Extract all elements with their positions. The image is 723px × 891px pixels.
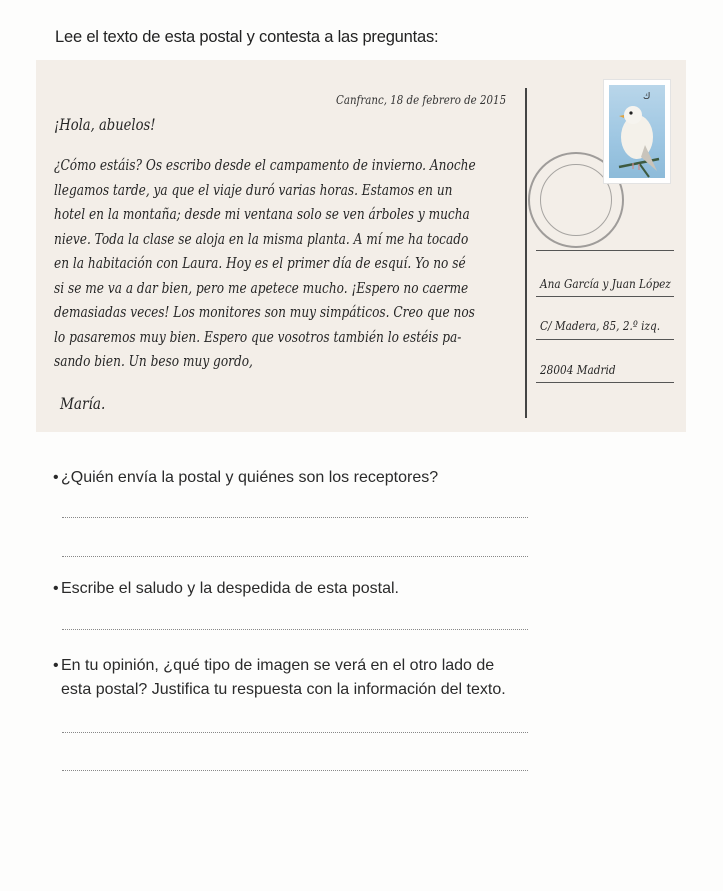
postcard-divider — [525, 88, 527, 418]
postcard-body-line: en la habitación con Laura. Hoy es el primer día de esquí. Yo no sé — [54, 254, 466, 272]
address-street: C/ Madera, 85, 2.º izq. — [540, 318, 661, 333]
bullet: • — [53, 657, 59, 674]
postcard — [36, 60, 686, 432]
question-text: esta postal? Justifica tu respuesta con la información del texto. — [61, 681, 506, 698]
question-3 — [53, 654, 506, 702]
instruction-text: Lee el texto de esta postal y contesta a las preguntas: — [55, 28, 439, 46]
question-2 — [53, 577, 399, 601]
bullet: • — [53, 580, 59, 597]
postcard-body-line: llegamos tarde, ya que el viaje duró varias horas. Estamos en un — [54, 180, 453, 199]
bird-stamp-icon — [604, 80, 670, 183]
question-1 — [53, 466, 438, 490]
postcard-body-line: demasiadas veces! Los monitores son muy simpáticos. Creo que nos — [54, 303, 475, 321]
postcard-date: Canfranc, 18 de febrero de 2015 — [336, 92, 507, 107]
answer-line[interactable] — [62, 770, 528, 771]
question-text: En tu opinión, ¿qué tipo de imagen se verá en el otro lado de — [61, 657, 495, 674]
question-text: ¿Quién envía la postal y quiénes son los receptores? — [61, 469, 439, 486]
address-city: 28004 Madrid — [540, 362, 616, 377]
svg-text:ك: ك — [643, 92, 651, 102]
bullet: • — [53, 469, 59, 486]
postcard-body-line: hotel en la montaña; desde mi ventana solo se ven árboles y mucha — [54, 205, 470, 223]
address-recipients: Ana García y Juan López — [540, 276, 671, 291]
postcard-body — [54, 153, 581, 374]
postcard-body-line: nieve. Toda la clase se aloja en la misma planta. A mí me ha tocado — [54, 229, 469, 248]
postcard-signature: María. — [60, 394, 106, 413]
postcard-body-line: lo pasaremos muy bien. Espero que vosotros también lo estéis pa- — [54, 327, 462, 346]
question-text: Escribe el saludo y la despedida de esta postal. — [61, 580, 399, 597]
postcard-body-line: si se me va a dar bien, pero me apetece mucho. ¡Espero no caerme — [54, 278, 469, 297]
answer-line[interactable] — [62, 517, 528, 518]
postcard-body-line: sando bien. Un beso muy gordo, — [54, 352, 253, 370]
postcard-body-line: ¿Cómo estáis? Os escribo desde el campamento de invierno. Anoche — [54, 156, 476, 174]
answer-line[interactable] — [62, 732, 528, 733]
answer-line[interactable] — [62, 556, 528, 557]
answer-line[interactable] — [62, 629, 528, 630]
postcard-greeting: ¡Hola, abuelos! — [54, 115, 156, 134]
